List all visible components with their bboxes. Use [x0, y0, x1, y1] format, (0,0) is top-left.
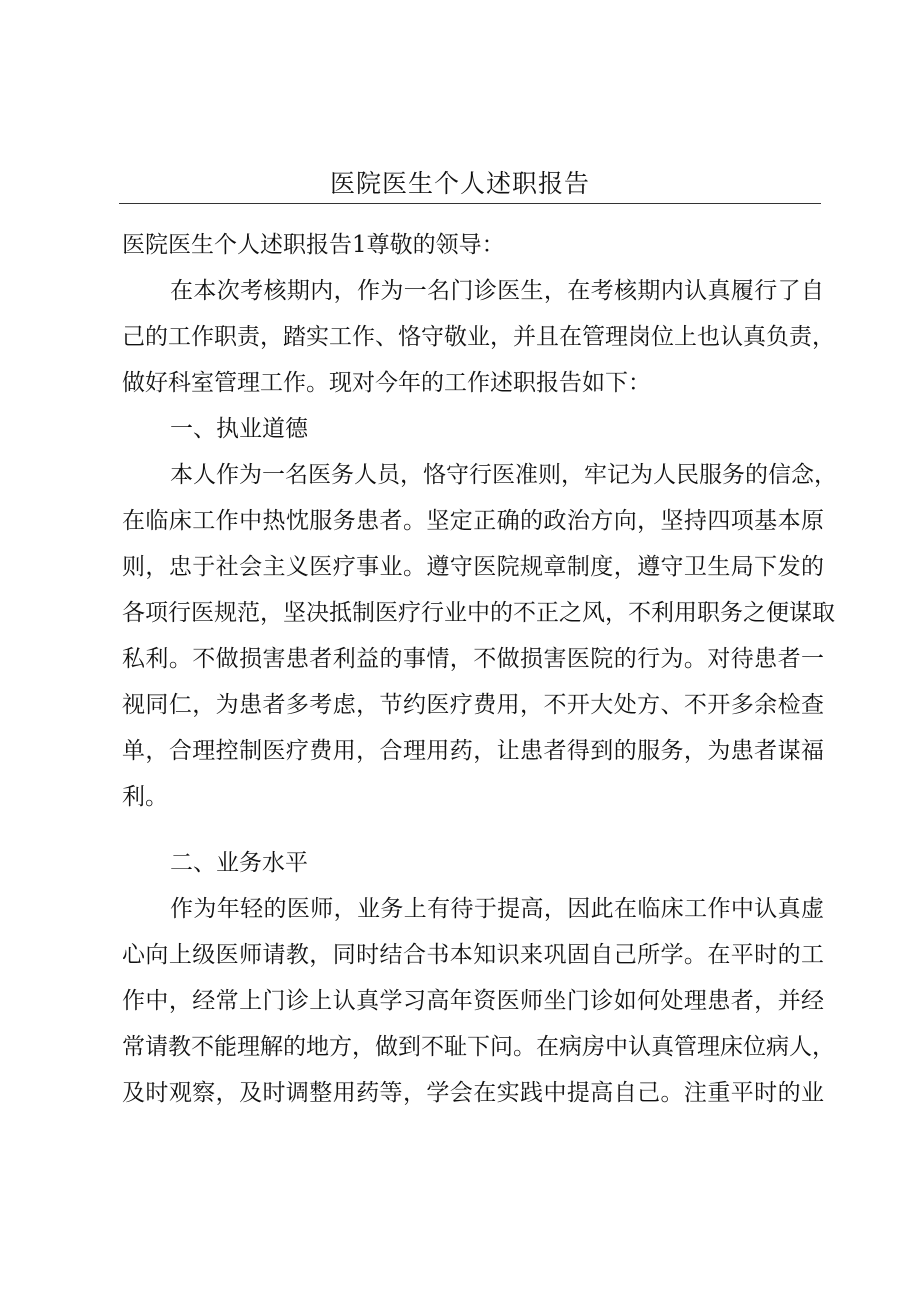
section-heading: 一、执业道德 [170, 416, 308, 442]
paragraph-line: 本人作为一名医务人员，恪守行医准则，牢记为人民服务的信念， [170, 462, 837, 488]
title-underline [119, 203, 821, 204]
document-title: 医院医生个人述职报告 [329, 169, 590, 198]
paragraph-line: 心向上级医师请教，同时结合书本知识来巩固自己所学。在平时的工 [122, 942, 824, 968]
section-heading: 二、业务水平 [170, 850, 308, 876]
paragraph-line: 私利。不做损害患者利益的事情，不做损害医院的行为。对待患者一 [122, 646, 824, 672]
paragraph-line: 作中，经常上门诊上认真学习高年资医师坐门诊如何处理患者，并经 [122, 988, 824, 1014]
paragraph-line: 做好科室管理工作。现对今年的工作述职报告如下： [122, 370, 651, 396]
paragraph-line: 在临床工作中热忱服务患者。坚定正确的政治方向，坚持四项基本原 [122, 508, 824, 534]
salutation-line: 医院医生个人述职报告1尊敬的领导： [122, 232, 505, 258]
paragraph-line: 作为年轻的医师，业务上有待于提高，因此在临床工作中认真虚 [170, 896, 824, 922]
paragraph-line: 各项行医规范，坚决抵制医疗行业中的不正之风，不利用职务之便谋取 [122, 600, 835, 626]
document-body [122, 227, 837, 1121]
paragraph-line: 在本次考核期内，作为一名门诊医生，在考核期内认真履行了自 [170, 278, 824, 304]
paragraph-line: 及时观察，及时调整用药等，学会在实践中提高自己。注重平时的业 [122, 1080, 824, 1106]
paragraph-line: 则，忠于社会主义医疗事业。遵守医院规章制度，遵守卫生局下发的 [122, 554, 824, 580]
paragraph-line: 单，合理控制医疗费用，合理用药，让患者得到的服务，为患者谋福 [122, 738, 824, 764]
paragraph-line: 视同仁，为患者多考虑，节约医疗费用，不开大处方、不开多余检查 [122, 692, 824, 718]
paragraph-line: 己的工作职责，踏实工作、恪守敬业，并且在管理岗位上也认真负责， [122, 324, 835, 350]
paragraph-line: 常请教不能理解的地方，做到不耻下问。在病房中认真管理床位病人， [122, 1034, 835, 1060]
paragraph-line: 利。 [122, 784, 168, 810]
